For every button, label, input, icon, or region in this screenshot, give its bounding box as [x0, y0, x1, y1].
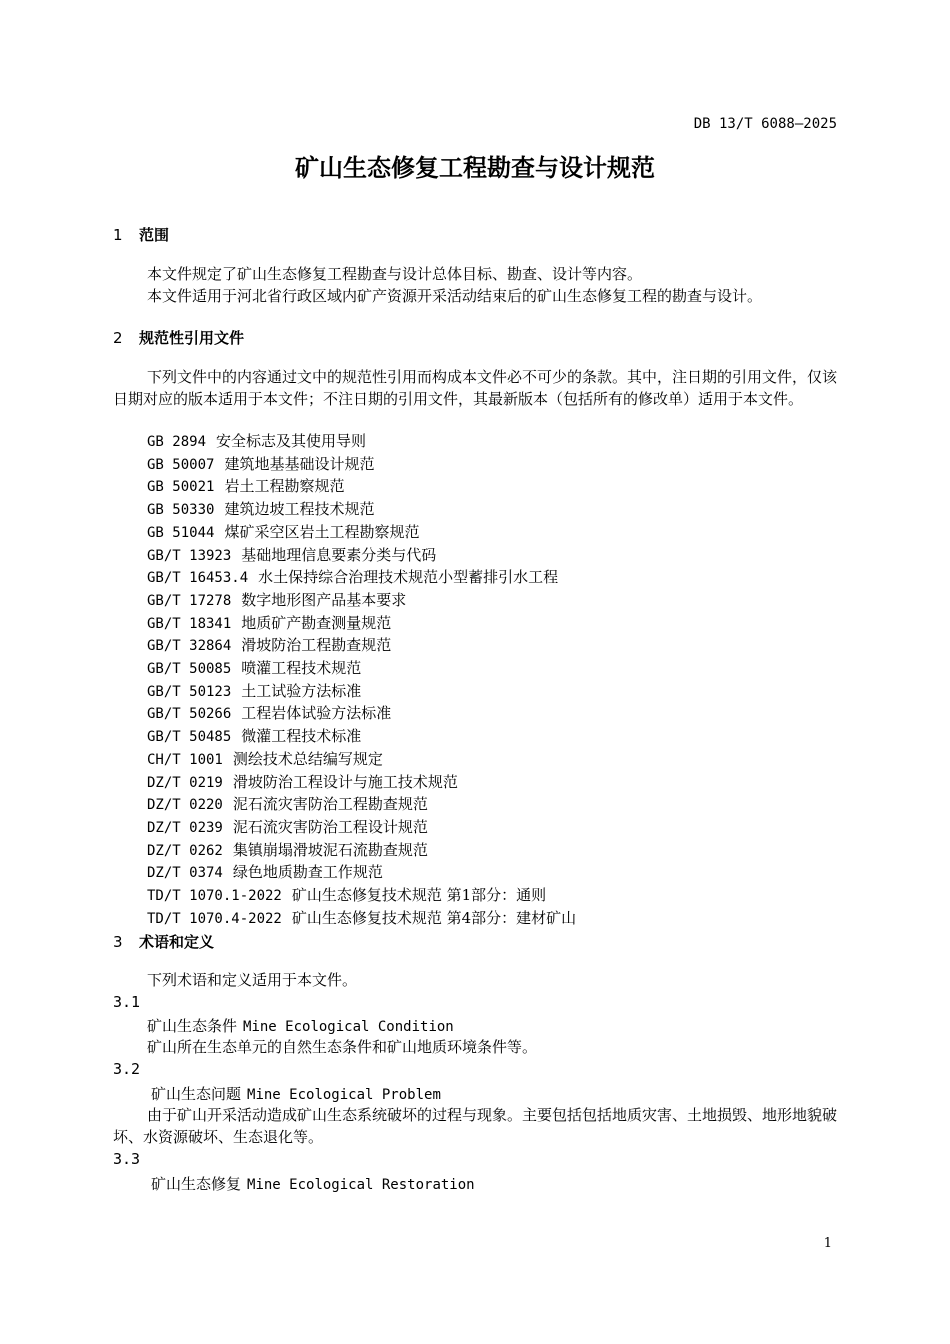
list-item [147, 635, 576, 658]
reference-code: GB 50021 [147, 479, 215, 496]
section-number: 2 [113, 329, 123, 347]
reference-code: DZ/T 0262 [147, 842, 223, 859]
section-title: 规范性引用文件 [139, 329, 245, 347]
list-item [147, 567, 576, 590]
term-zh: 矿山生态问题 [151, 1085, 242, 1103]
list-item [147, 681, 576, 704]
term-en: Mine Ecological Problem [247, 1087, 441, 1103]
reference-code: GB/T 13923 [147, 547, 232, 564]
section-title: 术语和定义 [139, 933, 215, 951]
reference-code: GB 2894 [147, 434, 207, 450]
reference-code: GB/T 16453.4 [147, 570, 249, 587]
section-3-heading [113, 931, 214, 952]
term-title [151, 1173, 475, 1194]
reference-code: GB/T 17278 [147, 592, 232, 609]
list-item [147, 749, 576, 772]
reference-title: 工程岩体试验方法标准 [241, 704, 392, 723]
term-number: 3.2 [113, 1060, 141, 1078]
term-zh: 矿山生态条件 [147, 1017, 238, 1035]
term-title [151, 1083, 441, 1104]
reference-title: 喷灌工程技术规范 [241, 659, 362, 678]
paragraph: 本文件规定了矿山生态修复工程勘查与设计总体目标、勘查、设计等内容。 [147, 265, 643, 283]
reference-title: 安全标志及其使用导则 [216, 432, 367, 450]
reference-code: GB 50330 [147, 502, 215, 519]
list-item [147, 454, 576, 477]
list-item [147, 726, 576, 749]
list-item [147, 885, 576, 908]
reference-title: 土工试验方法标准 [241, 681, 362, 700]
reference-title: 滑坡防治工程勘查规范 [241, 636, 392, 655]
paragraph: 下列术语和定义适用于本文件。 [147, 971, 358, 989]
reference-title: 矿山生态修复技术规范 第1部分：通则 [291, 886, 547, 905]
reference-title: 基础地理信息要素分类与代码 [241, 545, 437, 564]
section-number: 1 [113, 226, 123, 244]
list-item [147, 499, 576, 522]
list-item [147, 817, 576, 840]
reference-code: GB 50007 [147, 456, 215, 473]
reference-title: 测绘技术总结编写规定 [232, 749, 383, 768]
reference-code: DZ/T 0220 [147, 797, 223, 814]
reference-title: 建筑边坡工程技术规范 [224, 500, 375, 519]
section-1-heading [113, 224, 169, 245]
page-number: 1 [823, 1236, 832, 1251]
term-zh: 矿山生态修复 [151, 1175, 242, 1193]
reference-code: DZ/T 0374 [147, 865, 223, 882]
page-title: 矿山生态修复工程勘查与设计规范 [295, 154, 655, 182]
list-item [147, 476, 576, 499]
reference-code: GB/T 32864 [147, 638, 232, 655]
paragraph: 下列文件中的内容通过文中的规范性引用而构成本文件必不可少的条款。其中，注日期的引用文件，仅该日期对应的版本适用于本文件；不注日期的引用文件，其最新版本（包括所有的修改单）适用于本文件。 [113, 368, 838, 408]
reference-title: 集镇崩塌滑坡泥石流勘查规范 [232, 840, 428, 859]
reference-title: 滑坡防治工程设计与施工技术规范 [232, 772, 458, 791]
list-item [147, 590, 576, 613]
term-definition: 矿山所在生态单元的自然生态条件和矿山地质环境条件等。 [147, 1038, 538, 1056]
list-item [147, 908, 576, 931]
list-item [147, 658, 576, 681]
reference-code: CH/T 1001 [147, 751, 223, 768]
reference-code: GB/T 18341 [147, 615, 232, 632]
list-item [147, 545, 576, 568]
term-title [147, 1015, 454, 1036]
reference-title: 岩土工程勘察规范 [224, 477, 345, 496]
standard-code: DB 13/T 6088—2025 [693, 116, 837, 132]
list-item [147, 431, 576, 454]
reference-code: GB 51044 [147, 524, 215, 541]
list-item [147, 794, 576, 817]
term-number: 3.3 [113, 1150, 141, 1168]
reference-title: 泥石流灾害防治工程设计规范 [232, 817, 428, 836]
term-en: Mine Ecological Condition [243, 1019, 454, 1035]
term-en: Mine Ecological Restoration [247, 1177, 475, 1193]
reference-code: GB/T 50266 [147, 706, 232, 723]
term-definition: 由于矿山开采活动造成矿山生态系统破坏的过程与现象。主要包括包括地质灾害、土地损毁、地形地貌破坏、水资源破坏、生态退化等。 [113, 1106, 838, 1146]
reference-code: GB/T 50123 [147, 683, 232, 700]
list-item [147, 613, 576, 636]
list-item [147, 840, 576, 863]
reference-code: DZ/T 0219 [147, 774, 223, 791]
list-item [147, 772, 576, 795]
reference-title: 地质矿产勘查测量规范 [241, 613, 392, 632]
reference-list [147, 431, 576, 930]
list-item [147, 522, 576, 545]
reference-title: 数字地形图产品基本要求 [241, 590, 407, 609]
reference-code: TD/T 1070.1-2022 [147, 888, 282, 905]
reference-code: GB/T 50085 [147, 661, 232, 678]
reference-title: 水土保持综合治理技术规范小型蓄排引水工程 [258, 568, 559, 587]
section-number: 3 [113, 933, 123, 951]
reference-title: 煤矿采空区岩土工程勘察规范 [224, 522, 420, 541]
reference-title: 矿山生态修复技术规范 第4部分：建材矿山 [291, 908, 577, 927]
reference-code: DZ/T 0239 [147, 819, 223, 836]
list-item [147, 703, 576, 726]
reference-title: 泥石流灾害防治工程勘查规范 [232, 795, 428, 814]
reference-title: 微灌工程技术标准 [241, 727, 362, 746]
reference-title: 绿色地质勘查工作规范 [232, 863, 383, 882]
section-title: 范围 [139, 226, 170, 244]
paragraph: 本文件适用于河北省行政区域内矿产资源开采活动结束后的矿山生态修复工程的勘查与设计。 [147, 287, 763, 305]
reference-code: TD/T 1070.4-2022 [147, 910, 282, 927]
list-item [147, 862, 576, 885]
reference-title: 建筑地基基础设计规范 [224, 454, 375, 473]
reference-code: GB/T 50485 [147, 729, 232, 746]
term-number: 3.1 [113, 993, 141, 1011]
section-2-heading [113, 327, 244, 348]
